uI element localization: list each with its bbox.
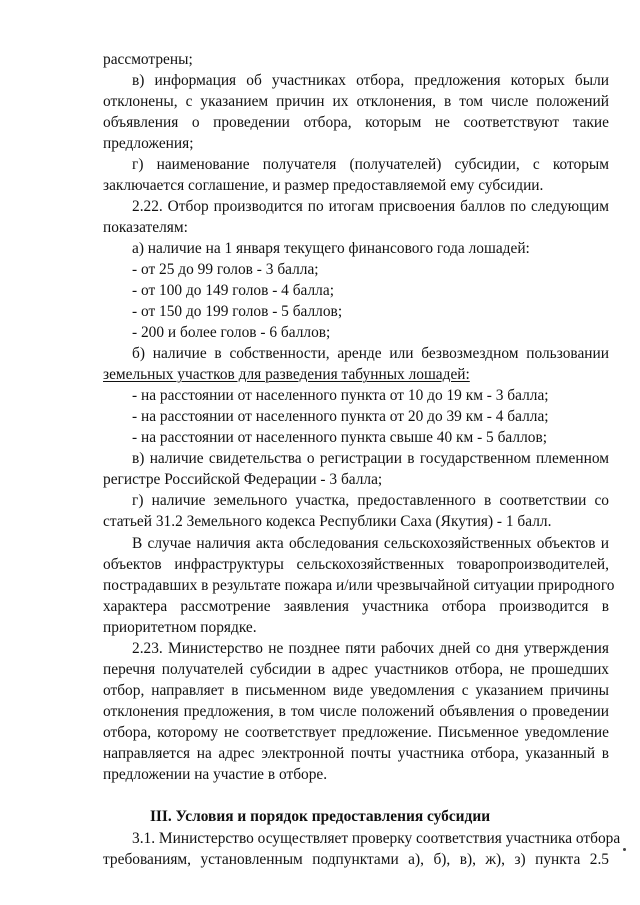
text-line: предложении на участие в отборе. — [103, 766, 328, 783]
text-line: 3.1. Министерство осуществляет проверку соответствия участника отбора — [132, 830, 621, 847]
text-line: заключается соглашение, и размер предоставляемой ему субсидии. — [103, 177, 544, 194]
text-line: объявления о проведении отбора, которым не соответствуют такие — [103, 114, 609, 131]
text-line: предложения; — [103, 135, 194, 152]
text-line: характера рассмотрение заявления участника отбора производится в — [103, 598, 609, 615]
text-line: пострадавших в результате пожара и/или чрезвычайной ситуации природного — [103, 577, 615, 594]
text-line: 2.22. Отбор производится по итогам присвоения баллов по следующим — [132, 198, 609, 215]
text-line: 2.23. Министерство не позднее пяти рабочих дней со дня утверждения — [132, 640, 609, 657]
text-line: отклонения предложения, в том числе положений объявления о проведении — [103, 703, 609, 720]
text-line: статьей 31.2 Земельного кодекса Республики Саха (Якутия) - 1 балл. — [103, 513, 552, 530]
list-item: - от 150 до 199 голов - 5 баллов; — [132, 303, 343, 320]
scan-speck — [623, 848, 626, 851]
section-heading: III. Условия и порядок предоставления субсидии — [149, 808, 491, 825]
text-line: рассмотрены; — [103, 51, 193, 68]
text-line: приоритетном порядке. — [103, 619, 257, 636]
text-line: земельных участков для разведения табунных лошадей: — [103, 366, 470, 383]
list-item: - на расстоянии от населенного пункта свыше 40 км - 5 баллов; — [132, 429, 547, 446]
text-line: перечня получателей субсидии в адрес участников отбора, не прошедших — [103, 661, 609, 678]
text-line: б) наличие в собственности, аренде или безвозмездном пользовании — [132, 345, 609, 362]
text-line: в) наличие свидетельства о регистрации в государственном племенном — [132, 450, 609, 467]
text-line: в) информация об участниках отбора, предложения которых были — [132, 72, 609, 89]
list-item: - 200 и более голов - 6 баллов; — [132, 324, 331, 341]
text-line: показателям: — [103, 219, 188, 236]
text-line: отбор, направляет в письменном виде уведомления с указанием причины — [103, 682, 609, 699]
list-item: - от 25 до 99 голов - 3 балла; — [132, 261, 319, 278]
text-line: требованиям, установленным подпунктами а), б), в), ж), з) пункта 2.5 — [103, 851, 609, 868]
text-line: объектов инфраструктуры сельскохозяйственных товаропроизводителей, — [103, 556, 609, 573]
text-line: отклонены, с указанием причин их отклонения, в том числе положений — [103, 93, 609, 110]
list-item: - от 100 до 149 голов - 4 балла; — [132, 282, 334, 299]
list-item: - на расстоянии от населенного пункта от 10 до 19 км - 3 балла; — [132, 387, 549, 404]
list-item: - на расстоянии от населенного пункта от 20 до 39 км - 4 балла; — [132, 408, 549, 425]
text-line: регистре Российской Федерации - 3 балла; — [103, 471, 383, 488]
text-line: г) наименование получателя (получателей) субсидии, с которым — [132, 156, 609, 173]
text-line: г) наличие земельного участка, предоставленного в соответствии со — [132, 492, 609, 509]
text-line: направляется на адрес электронной почты участника отбора, указанный в — [103, 745, 609, 762]
text-line: В случае наличия акта обследования сельскохозяйственных объектов и — [132, 535, 609, 552]
text-line: а) наличие на 1 января текущего финансового года лошадей: — [132, 240, 530, 257]
text-line: отбора, которому не соответствует предложение. Письменное уведомление — [103, 724, 609, 741]
